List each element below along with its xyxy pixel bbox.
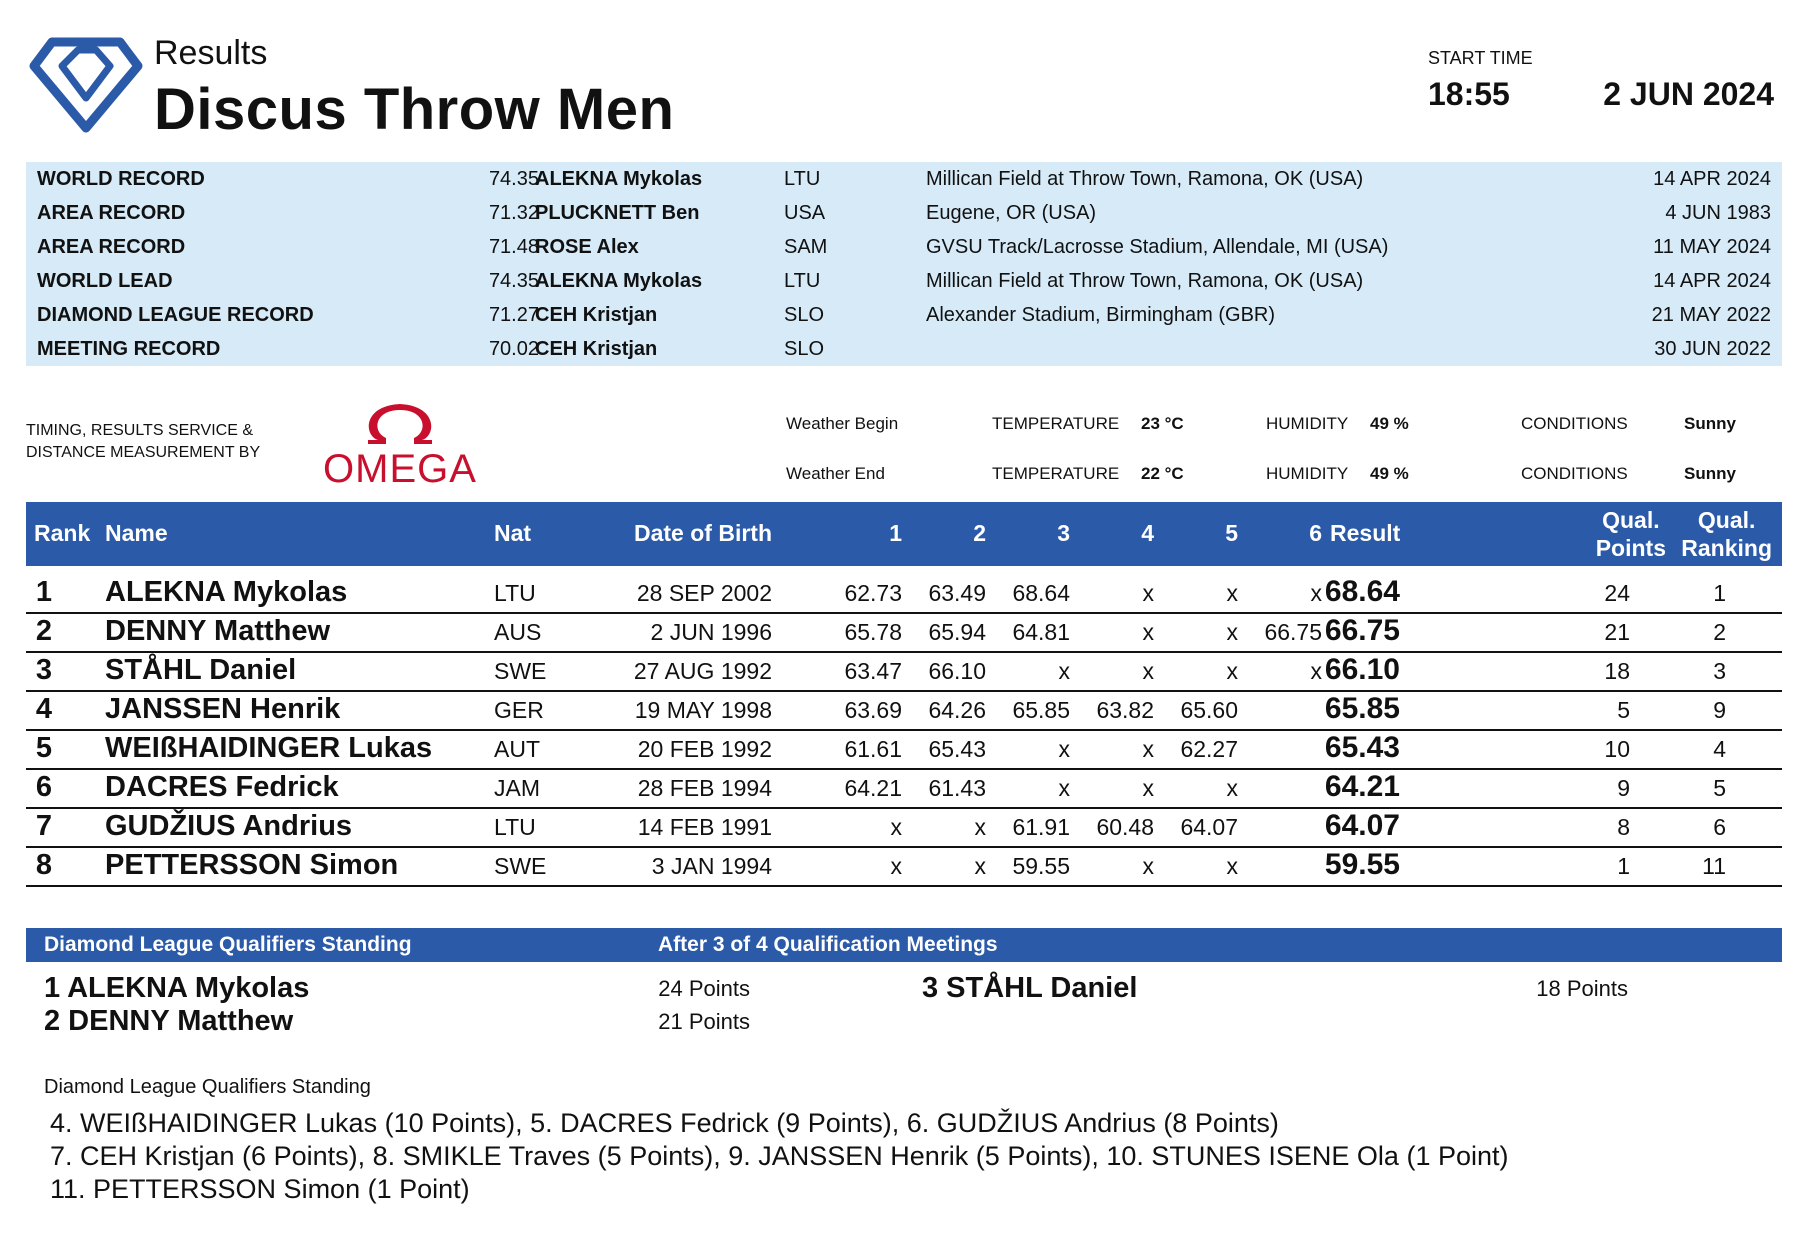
table-row [26,691,1782,731]
qual-ranking-cell: 1 [1713,580,1726,606]
attempt-3-cell: 59.55 [1012,853,1070,879]
attempt-4-cell: x [1142,853,1154,879]
attempt-4-cell: x [1142,580,1154,606]
record-holder: ALEKNA Mykolas [535,270,703,292]
attempt-4-cell: 63.82 [1096,697,1154,723]
record-mark: 70.02 [488,338,539,360]
athlete-name: DENNY Matthew [105,615,331,647]
record-row [26,298,1782,332]
attempt-5-cell: x [1226,580,1238,606]
athlete-name: PETTERSSON Simon [105,849,399,881]
dob-cell: 28 FEB 1994 [637,775,772,801]
dob-cell: 3 JAN 1994 [651,853,772,879]
attempt-2-cell: x [974,814,986,840]
record-row [26,196,1782,230]
record-row [26,264,1782,298]
table-row [26,808,1782,848]
timing-credit [26,420,260,464]
record-holder: ALEKNA Mykolas [535,168,703,190]
qual-ranking-cell: 2 [1713,619,1726,645]
qual-points-cell: 10 [1604,736,1630,762]
record-holder: CEH Kristjan [535,338,658,360]
result-cell: 65.43 [1324,731,1400,764]
rest-standing-label: Diamond League Qualifiers Standing [44,1076,371,1098]
record-holder: PLUCKNETT Ben [535,202,700,224]
results-label: Results [154,34,268,72]
attempt-2-cell: 65.43 [928,736,986,762]
attempt-2-cell: 65.94 [928,619,986,645]
attempt-6-cell: 66.75 [1264,619,1322,645]
attempt-4-cell: x [1142,736,1154,762]
header-attempt-2: 2 [973,520,986,546]
standing-entry-2: 2 DENNY Matthew [44,1005,294,1037]
conditions-end-value: Sunny [1684,464,1736,483]
attempt-2-cell: 66.10 [928,658,986,684]
qual-points-cell: 18 [1604,658,1630,684]
header-result: Result [1330,520,1401,546]
table-row [26,574,1782,614]
weather-end-label: Weather End [786,464,885,483]
nat-cell: JAM [494,775,540,801]
event-title: Discus Throw Men [154,77,675,142]
attempt-6-cell: x [1310,580,1322,606]
rank-cell: 2 [35,615,52,647]
record-venue: GVSU Track/Lacrosse Stadium, Allendale, MI (USA) [926,236,1389,258]
dob-cell: 20 FEB 1992 [637,736,772,762]
result-cell: 64.21 [1324,770,1400,803]
record-venue: Eugene, OR (USA) [926,202,1097,224]
attempt-4-cell: x [1142,658,1154,684]
timing-line-1: TIMING, RESULTS SERVICE & [26,422,254,439]
attempt-1-cell: 65.78 [844,619,902,645]
header-qual-points: Qual. Points [1595,507,1666,561]
standing-entry-1: 1 ALEKNA Mykolas [44,972,310,1004]
result-cell: 68.64 [1324,575,1400,608]
header-attempt-4: 4 [1141,520,1154,546]
header-dob: Date of Birth [634,520,772,546]
record-venue: Alexander Stadium, Birmingham (GBR) [926,304,1276,326]
dob-cell: 27 AUG 1992 [633,658,772,684]
attempt-6-cell: x [1310,658,1322,684]
temperature-label: TEMPERATURE [992,414,1120,433]
attempt-3-cell: 65.85 [1012,697,1070,723]
result-cell: 64.07 [1324,809,1400,842]
temperature-end-value: 22 °C [1141,464,1184,483]
qual-ranking-cell: 4 [1713,736,1726,762]
header-attempt-6: 6 [1309,520,1322,546]
attempt-3-cell: 68.64 [1012,580,1070,606]
attempt-1-cell: 61.61 [844,736,902,762]
nat-cell: AUT [494,736,540,762]
athlete-name: STÅHL Daniel [105,654,297,686]
temperature-begin-value: 23 °C [1141,414,1184,433]
event-date: 2 JUN 2024 [1603,76,1774,112]
record-row [26,230,1782,264]
attempt-5-cell: x [1226,619,1238,645]
record-date: 21 MAY 2022 [1651,304,1771,326]
qual-ranking-cell: 6 [1713,814,1726,840]
attempt-2-cell: 63.49 [928,580,986,606]
weather-begin-label: Weather Begin [786,414,899,433]
nat-cell: AUS [494,619,542,645]
record-type: AREA RECORD [37,236,186,258]
record-nat: USA [784,202,826,224]
attempt-4-cell: 60.48 [1096,814,1154,840]
attempt-5-cell: 62.27 [1180,736,1238,762]
attempt-3-cell: x [1058,775,1070,801]
start-time-label: START TIME [1428,48,1533,68]
record-date: 30 JUN 2022 [1654,338,1771,360]
record-date: 14 APR 2024 [1653,270,1771,292]
table-row [26,769,1782,809]
record-nat: LTU [784,270,821,292]
rank-cell: 8 [35,849,52,881]
standing-points-2: 21 Points [658,1009,750,1034]
dob-cell: 19 MAY 1998 [634,697,772,723]
qual-ranking-cell: 5 [1713,775,1726,801]
table-row [26,613,1782,653]
dl-standing-bar [26,928,1782,962]
results-table-header [26,502,1782,566]
dl-standing-subtitle: After 3 of 4 Qualification Meetings [658,933,998,956]
attempt-3-cell: x [1058,658,1070,684]
attempt-5-cell: x [1226,853,1238,879]
table-row [26,730,1782,770]
attempt-4-cell: x [1142,775,1154,801]
dob-cell: 28 SEP 2002 [636,580,772,606]
attempt-1-cell: 62.73 [844,580,902,606]
athlete-name: GUDŽIUS Andrius [105,810,353,842]
record-row [26,332,1782,366]
rest-standing-line-1: 4. WEIßHAIDINGER Lukas (10 Points), 5. DACRES Fedrick (9 Points), 6. GUDŽIUS Andrius (8 Points) [50,1108,1279,1138]
standing-entry-3: 3 STÅHL Daniel [922,972,1138,1004]
record-type: WORLD LEAD [37,270,173,292]
omega-logo-icon [316,398,484,488]
qual-points-cell: 9 [1617,775,1630,801]
attempt-3-cell: x [1058,736,1070,762]
record-mark: 71.48 [488,236,539,258]
athlete-name: JANSSEN Henrik [105,693,341,725]
humidity-label: HUMIDITY [1266,464,1349,483]
record-mark: 74.35 [488,168,539,190]
record-type: AREA RECORD [37,202,186,224]
record-type: DIAMOND LEAGUE RECORD [37,304,314,326]
attempt-4-cell: x [1142,619,1154,645]
record-mark: 71.27 [488,304,539,326]
record-nat: SLO [784,304,825,326]
rank-cell: 5 [35,732,52,764]
result-cell: 59.55 [1324,848,1400,881]
humidity-begin-value: 49 % [1370,414,1409,433]
record-date: 14 APR 2024 [1653,168,1771,190]
dl-standing-title: Diamond League Qualifiers Standing [44,933,412,956]
attempt-3-cell: 64.81 [1012,619,1070,645]
qual-points-cell: 5 [1617,697,1630,723]
record-holder: ROSE Alex [535,236,639,258]
conditions-label: CONDITIONS [1521,464,1628,483]
standing-points-3: 18 Points [1536,976,1628,1001]
result-cell: 66.10 [1324,653,1400,686]
nat-cell: LTU [494,580,536,606]
rank-cell: 4 [35,693,52,725]
attempt-1-cell: 64.21 [844,775,902,801]
header-qual-ranking: Qual. Ranking [1681,507,1772,561]
qual-ranking-cell: 9 [1713,697,1726,723]
qual-ranking-cell: 3 [1713,658,1726,684]
attempt-5-cell: 65.60 [1180,697,1238,723]
standing-points-1: 24 Points [658,976,750,1001]
rank-cell: 7 [35,810,52,842]
attempt-5-cell: x [1226,775,1238,801]
start-time: 18:55 [1428,76,1510,112]
rank-cell: 6 [35,771,52,803]
attempt-1-cell: x [890,814,902,840]
result-cell: 66.75 [1324,614,1400,647]
nat-cell: LTU [494,814,536,840]
header-name: Name [105,520,168,546]
records-panel [26,162,1782,366]
attempt-1-cell: 63.69 [844,697,902,723]
omega-wordmark: OMEGA [323,447,477,488]
qual-points-cell: 24 [1604,580,1630,606]
header-attempt-5: 5 [1225,520,1238,546]
athlete-name: WEIßHAIDINGER Lukas [105,732,433,764]
record-nat: SAM [784,236,828,258]
record-venue: Millican Field at Throw Town, Ramona, OK (USA) [926,168,1364,190]
dob-cell: 14 FEB 1991 [637,814,772,840]
attempt-2-cell: x [974,853,986,879]
record-date: 11 MAY 2024 [1653,236,1771,258]
rank-cell: 3 [35,654,52,686]
diamond-league-logo-icon [26,36,146,136]
attempt-3-cell: 61.91 [1012,814,1070,840]
humidity-label: HUMIDITY [1266,414,1349,433]
athlete-name: ALEKNA Mykolas [105,576,348,608]
conditions-begin-value: Sunny [1684,414,1736,433]
rest-standing-line-3: 11. PETTERSSON Simon (1 Point) [50,1174,470,1204]
rest-standing-line-2: 7. CEH Kristjan (6 Points), 8. SMIKLE Traves (5 Points), 9. JANSSEN Henrik (5 Points), 10. STUNES ISENE Ola (1 Point) [50,1141,1509,1171]
timing-line-2: DISTANCE MEASUREMENT BY [26,444,261,461]
record-venue: Millican Field at Throw Town, Ramona, OK (USA) [926,270,1364,292]
record-nat: SLO [784,338,825,360]
header-attempt-3: 3 [1057,520,1070,546]
record-mark: 71.32 [488,202,539,224]
qual-points-cell: 21 [1604,619,1630,645]
record-type: WORLD RECORD [37,168,205,190]
nat-cell: SWE [494,658,547,684]
record-date: 4 JUN 1983 [1665,202,1771,224]
table-row [26,847,1782,887]
qual-points-cell: 8 [1617,814,1630,840]
record-mark: 74.35 [488,270,539,292]
attempt-2-cell: 64.26 [928,697,986,723]
attempt-1-cell: x [890,853,902,879]
attempt-1-cell: 63.47 [844,658,902,684]
temperature-label: TEMPERATURE [992,464,1120,483]
conditions-label: CONDITIONS [1521,414,1628,433]
attempt-2-cell: 61.43 [928,775,986,801]
record-type: MEETING RECORD [37,338,221,360]
athlete-name: DACRES Fedrick [105,771,339,803]
nat-cell: GER [494,697,544,723]
rank-cell: 1 [35,576,52,608]
record-nat: LTU [784,168,821,190]
attempt-5-cell: x [1226,658,1238,684]
header-nat: Nat [494,520,532,546]
header-rank: Rank [34,520,91,546]
humidity-end-value: 49 % [1370,464,1409,483]
header-attempt-1: 1 [889,520,902,546]
nat-cell: SWE [494,853,547,879]
qual-ranking-cell: 11 [1702,853,1726,879]
dob-cell: 2 JUN 1996 [650,619,772,645]
record-holder: CEH Kristjan [535,304,658,326]
attempt-5-cell: 64.07 [1180,814,1238,840]
table-row [26,652,1782,692]
qual-points-cell: 1 [1617,853,1630,879]
record-row [26,162,1782,196]
result-cell: 65.85 [1324,692,1400,725]
